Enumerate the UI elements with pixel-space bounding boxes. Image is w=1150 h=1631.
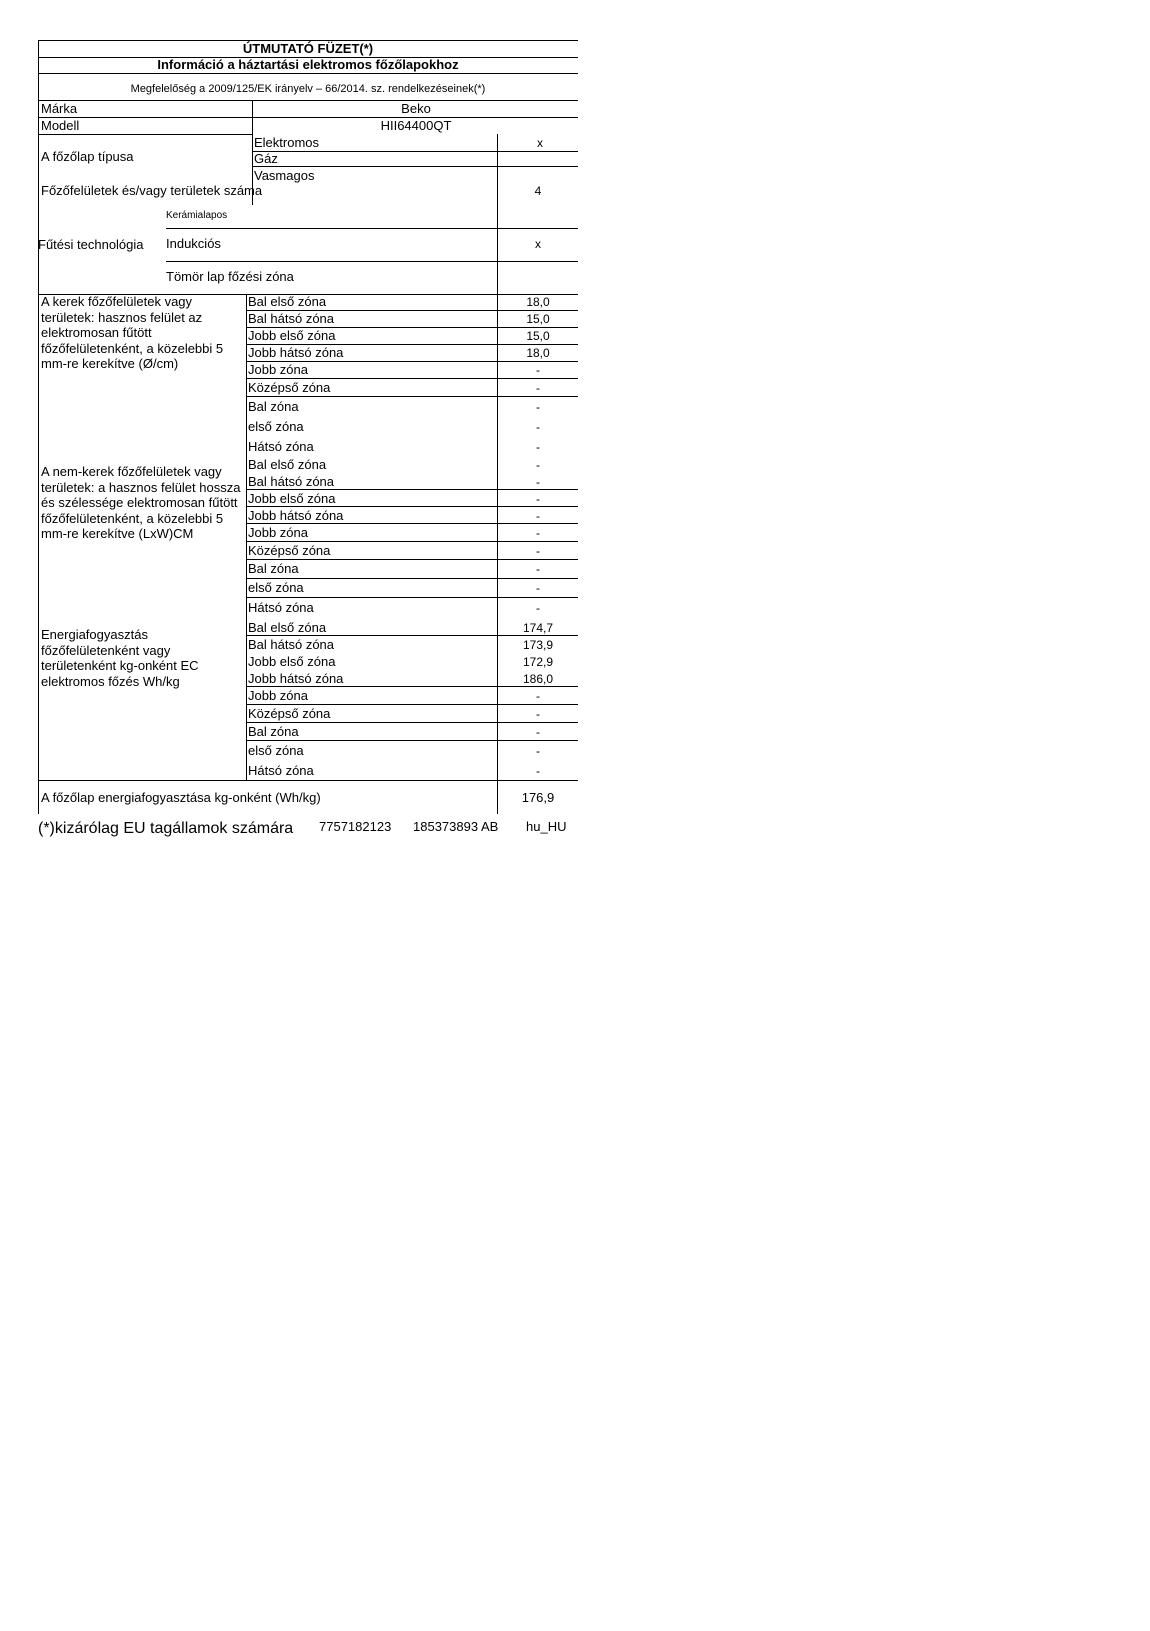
zone-label: Jobb hátsó zóna xyxy=(248,671,344,686)
footer-code: 185373893 AB xyxy=(413,819,499,834)
zone-value: - xyxy=(536,764,540,778)
zone-value: - xyxy=(536,725,540,739)
zone-value: - xyxy=(536,562,540,576)
zone-value: 172,9 xyxy=(522,655,554,669)
divider xyxy=(166,228,578,229)
divider xyxy=(247,361,578,362)
divider xyxy=(247,704,578,705)
hob-type-option: Elektromos xyxy=(254,135,320,150)
zone-label: Jobb első zóna xyxy=(248,328,336,343)
divider xyxy=(166,261,578,262)
divider xyxy=(247,722,578,723)
heating-option: Kerámialapos xyxy=(166,210,228,221)
zone-label: Jobb hátsó zóna xyxy=(248,345,344,360)
zone-label: Jobb első zóna xyxy=(248,654,336,669)
energy-info-sheet xyxy=(38,40,578,1040)
zone-label: Jobb zóna xyxy=(248,688,308,703)
zone-value: 15,0 xyxy=(526,329,550,343)
energy-zones-label: Energiafogyasztás főzőfelületenként vagy területenként kg-onként EC elektromos főzés Wh/kg xyxy=(41,627,199,689)
sheet-subtitle: Információ a háztartási elektromos főzőlapokhoz xyxy=(157,57,459,72)
footer-note: (*)kizárólag EU tagállamok számára xyxy=(38,820,294,837)
zone-label: első zóna xyxy=(248,419,304,434)
heating-mark: x xyxy=(535,237,541,251)
round-zones-label: A kerek főzőfelületek vagy területek: hasznos felület az elektromosan fűtött főzőfelületenként, a közelebbi 5 mm-re kerekítve (Ø/cm) xyxy=(41,294,224,371)
zone-value: 186,0 xyxy=(522,672,554,686)
zone-label: első zóna xyxy=(248,743,304,758)
heating-label: Fűtési technológia xyxy=(38,237,144,252)
zone-value: - xyxy=(536,458,540,472)
hob-type-option: Vasmagos xyxy=(254,168,315,183)
zone-value: - xyxy=(536,744,540,758)
nonround-zones-label: A nem-kerek főzőfelületek vagy területek: a hasznos felület hossza és szélessége elektromosan fűtött főzőfelületenként, a közelebbi 5 mm-re kerekítve (LxW)CM xyxy=(41,464,241,541)
divider xyxy=(247,578,578,579)
divider xyxy=(253,166,578,167)
zone-label: Hátsó zóna xyxy=(248,439,314,454)
divider xyxy=(38,780,578,781)
zone-label: Jobb zóna xyxy=(248,525,308,540)
zone-label: Jobb zóna xyxy=(248,362,308,377)
divider xyxy=(247,597,578,598)
zone-value: - xyxy=(536,440,540,454)
zone-value: 15,0 xyxy=(526,312,550,326)
zone-value: - xyxy=(536,420,540,434)
zone-label: Középső zóna xyxy=(248,380,331,395)
zone-label: Jobb hátsó zóna xyxy=(248,508,344,523)
zone-label: Középső zóna xyxy=(248,706,331,721)
zone-label: Hátsó zóna xyxy=(248,763,314,778)
zone-value: - xyxy=(536,707,540,721)
brand-value: Beko xyxy=(401,101,431,116)
divider xyxy=(253,151,578,152)
divider xyxy=(247,541,578,542)
zone-value: 18,0 xyxy=(526,295,550,309)
zone-value: 173,9 xyxy=(522,638,554,652)
zone-label: Bal zóna xyxy=(248,724,299,739)
zones-count-label: Főzőfelületek és/vagy területek száma xyxy=(41,183,263,198)
divider xyxy=(247,344,578,345)
total-energy-value: 176,9 xyxy=(521,790,555,805)
zone-label: Bal első zóna xyxy=(248,620,327,635)
hob-type-option: Gáz xyxy=(254,151,278,166)
sheet-title: ÚTMUTATÓ FÜZET(*) xyxy=(242,41,374,56)
zone-label: Középső zóna xyxy=(248,543,331,558)
zone-label: Bal zóna xyxy=(248,399,299,414)
zone-value: - xyxy=(536,689,540,703)
zone-value: - xyxy=(536,363,540,377)
zones-count-value: 4 xyxy=(534,184,542,198)
zone-value: - xyxy=(536,544,540,558)
border-left xyxy=(38,40,39,814)
divider xyxy=(247,310,578,311)
zone-value: - xyxy=(536,526,540,540)
divider xyxy=(247,523,578,524)
divider xyxy=(247,378,578,379)
column-divider xyxy=(246,294,247,780)
zone-label: Bal hátsó zóna xyxy=(248,474,335,489)
model-label: Modell xyxy=(41,118,80,133)
divider xyxy=(247,686,578,687)
divider xyxy=(38,134,253,135)
zone-label: Hátsó zóna xyxy=(248,600,314,615)
zone-value: - xyxy=(536,509,540,523)
zone-label: Bal hátsó zóna xyxy=(248,637,335,652)
zone-value: 174,7 xyxy=(522,621,554,635)
zone-value: - xyxy=(536,581,540,595)
zone-label: Jobb első zóna xyxy=(248,491,336,506)
footer-code: 7757182123 xyxy=(319,819,392,834)
divider xyxy=(247,489,578,490)
total-energy-label: A főzőlap energiafogyasztása kg-onként (Wh/kg) xyxy=(41,790,321,805)
zone-label: Bal első zóna xyxy=(248,457,327,472)
compliance-note: Megfelelőség a 2009/125/EK irányelv – 66/2014. sz. rendelkezéseinek(*) xyxy=(130,83,486,95)
divider xyxy=(38,73,578,74)
divider xyxy=(247,506,578,507)
divider xyxy=(247,559,578,560)
divider xyxy=(247,740,578,741)
hob-type-label: A főzőlap típusa xyxy=(41,149,134,164)
zone-value: - xyxy=(536,381,540,395)
zone-label: első zóna xyxy=(248,580,304,595)
heating-option: Indukciós xyxy=(166,236,221,251)
divider xyxy=(247,396,578,397)
heating-option: Tömör lap főzési zóna xyxy=(166,269,294,284)
divider xyxy=(247,327,578,328)
brand-label: Márka xyxy=(41,101,78,116)
zone-value: - xyxy=(536,492,540,506)
model-value: HII64400QT xyxy=(380,118,452,133)
zone-label: Bal hátsó zóna xyxy=(248,311,335,326)
zone-value: - xyxy=(536,475,540,489)
zone-label: Bal első zóna xyxy=(248,294,327,309)
zone-label: Bal zóna xyxy=(248,561,299,576)
footer-locale: hu_HU xyxy=(526,819,567,834)
hob-type-mark: x xyxy=(537,136,543,150)
zone-value: 18,0 xyxy=(526,346,550,360)
divider xyxy=(247,635,578,636)
zone-value: - xyxy=(536,601,540,615)
zone-value: - xyxy=(536,400,540,414)
